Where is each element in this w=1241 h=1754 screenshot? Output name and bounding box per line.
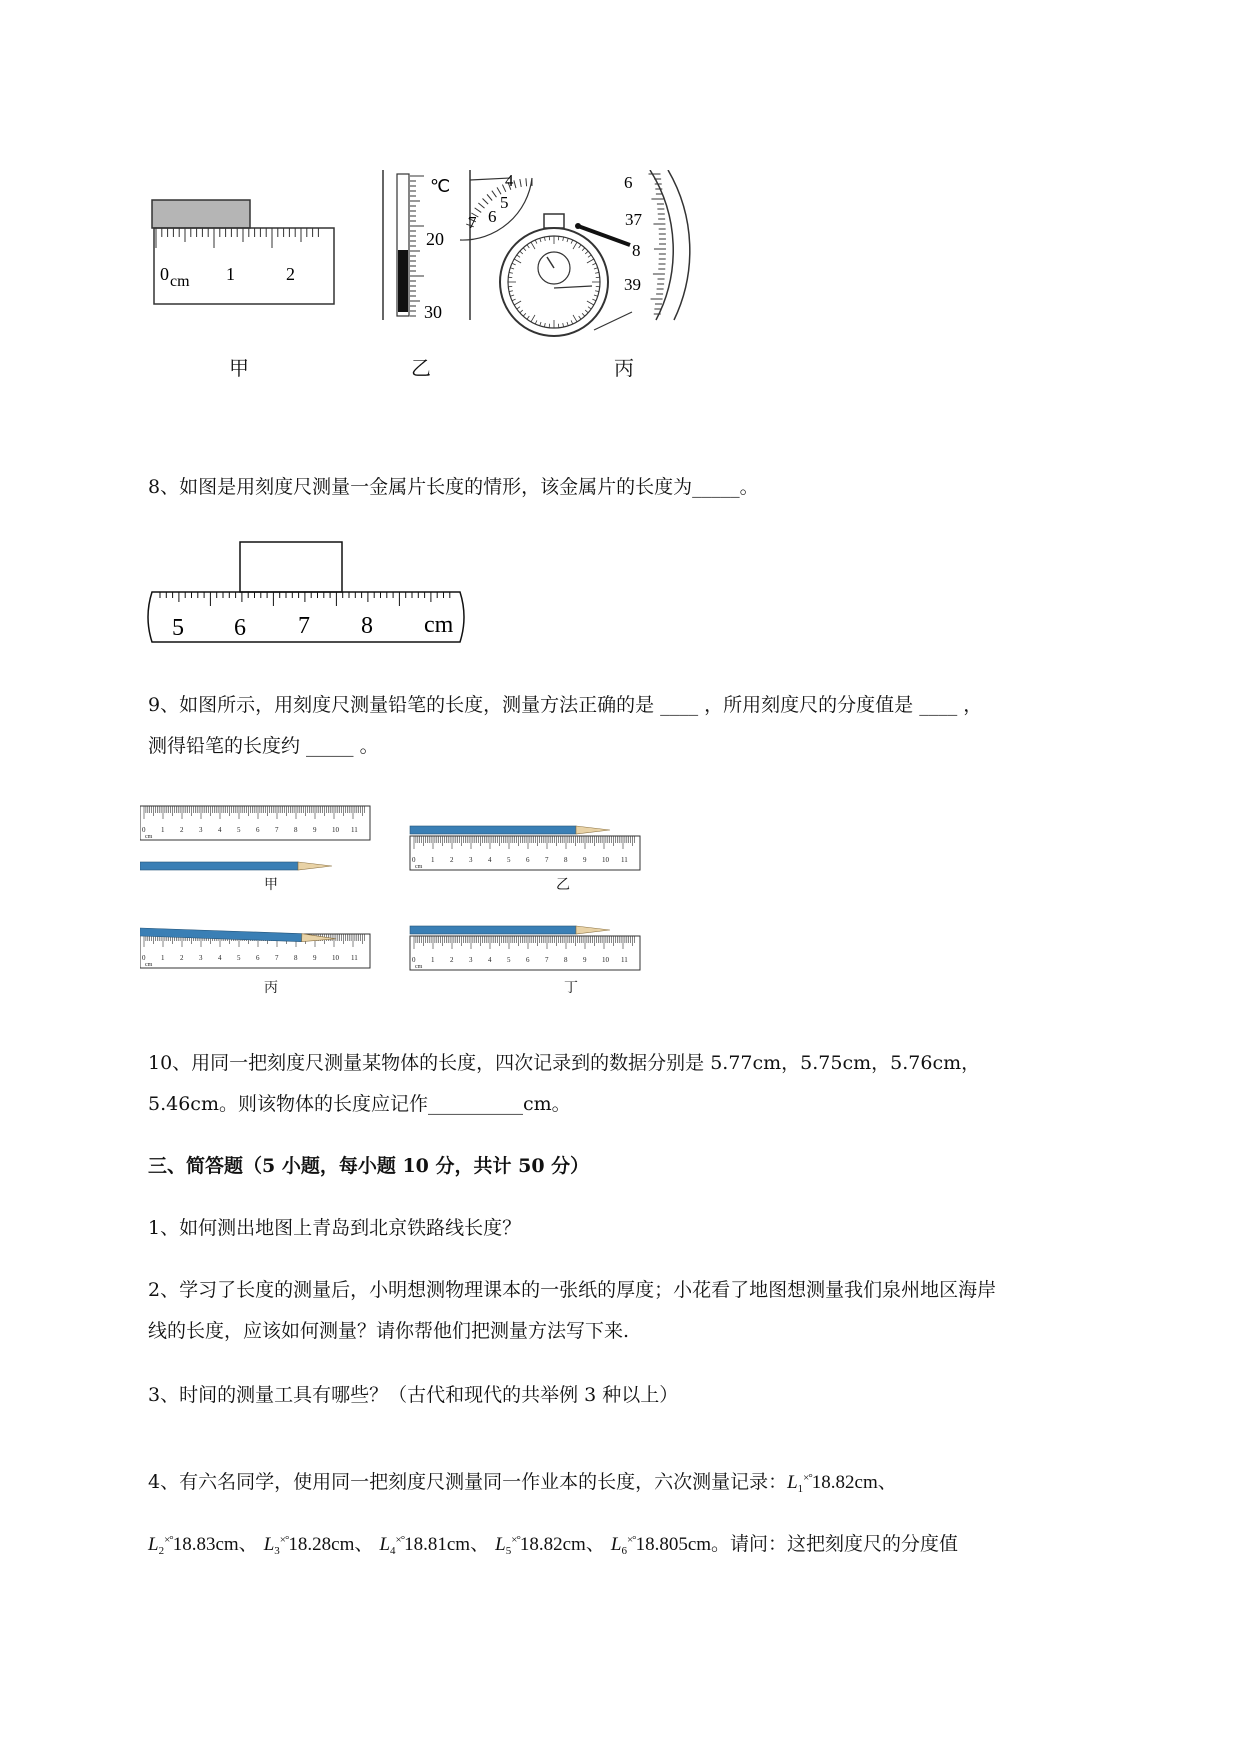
tick-mark <box>527 316 529 319</box>
ruler-number: 0 <box>142 826 146 834</box>
tick-mark <box>579 316 581 319</box>
short-answer-3: 3、时间的测量工具有哪些？（古代和现代的共举例 3 种以上） <box>148 1384 679 1406</box>
tick-mark <box>540 238 541 242</box>
ruler-number: 1 <box>431 956 435 964</box>
tick-mark <box>517 307 520 309</box>
svg-text:39: 39 <box>624 275 641 294</box>
svg-text:cm: cm <box>424 612 454 638</box>
tick-mark <box>544 323 545 327</box>
ruler-number: 6 <box>526 856 530 864</box>
measurement-L1: $L_1^{\times^\circ}18.82cm$ <box>787 1472 878 1495</box>
tick-mark <box>531 242 535 249</box>
ruler-number: 0 <box>142 954 146 962</box>
q9-caption-ding: 丁 <box>564 980 578 996</box>
ruler-number: 2 <box>180 826 184 834</box>
ruler-number: 2 <box>450 956 454 964</box>
ruler-number: 7 <box>275 826 279 834</box>
tick-mark <box>492 191 497 198</box>
tick-mark <box>514 259 521 263</box>
tick-mark <box>592 299 596 301</box>
ruler-number: 5 <box>507 956 511 964</box>
measurement-L6: $L_6^{\times^\circ}18.805cm$ <box>610 1534 712 1557</box>
svg-text:6: 6 <box>624 173 633 192</box>
question-10-line1: 10、用同一把刻度尺测量某物体的长度，四次记录到的数据分别是 5.77cm，5.75cm，5.76cm， <box>148 1052 981 1074</box>
q9-caption-jia: 甲 <box>264 877 278 893</box>
ruler-number: 7 <box>545 856 549 864</box>
tick-mark <box>526 178 527 186</box>
tick-mark <box>535 240 537 244</box>
ruler-number: 4 <box>488 856 492 864</box>
svg-text:6: 6 <box>488 207 497 226</box>
tick-mark <box>487 194 492 200</box>
svg-text:8: 8 <box>632 241 641 260</box>
tick-mark <box>567 238 568 242</box>
ruler-two: 2 <box>286 264 295 284</box>
q9-pencil-figures <box>140 800 720 1000</box>
ruler-number: 1 <box>161 826 165 834</box>
tick-mark <box>527 245 529 248</box>
tick-mark <box>582 248 585 251</box>
q8-ruler-figure <box>142 540 472 650</box>
ruler-number: 9 <box>313 954 317 962</box>
tick-mark <box>563 323 564 327</box>
pencil <box>410 926 610 934</box>
tick-mark <box>544 237 545 241</box>
ruler-zero: 0 <box>160 264 169 284</box>
question-10-line2: 5.46cm。则该物体的长度应记作__________cm。 <box>148 1093 571 1115</box>
tick-mark <box>509 272 513 273</box>
ruler-number: 1 <box>431 856 435 864</box>
tick-mark <box>509 291 513 292</box>
measurement-L5: $L_5^{\times^\circ}18.82cm$ <box>495 1534 586 1557</box>
ruler-number: 8 <box>564 856 568 864</box>
question-9-line2: 测得铅笔的长度约 _____ 。 <box>148 735 379 757</box>
ruler-number: 3 <box>469 856 473 864</box>
tick-mark <box>573 315 577 322</box>
thermo-20: 20 <box>426 229 444 249</box>
tick-mark <box>594 268 598 269</box>
ruler-number: 6 <box>526 956 530 964</box>
svg-text:5: 5 <box>500 193 509 212</box>
tick-mark <box>483 199 489 205</box>
ruler-number: 4 <box>218 954 222 962</box>
ruler-unit: cm <box>415 864 423 870</box>
short-answer-4-line1: 4、有六名同学，使用同一把刻度尺测量同一作业本的长度，六次测量记录：$L_1^{\times^\circ}18.82cm$、 <box>148 1471 897 1495</box>
ruler-number: 11 <box>351 826 358 834</box>
ruler-number: 0 <box>412 956 416 964</box>
short-answer-1: 1、如何测出地图上青岛到北京铁路线长度？ <box>148 1217 522 1239</box>
tick-mark <box>535 320 537 324</box>
short-answer-4-intro: 4、有六名同学，使用同一把刻度尺测量同一作业本的长度，六次测量记录： <box>148 1471 788 1493</box>
svg-text:5: 5 <box>172 615 184 641</box>
tick-mark <box>587 259 594 263</box>
measurement-L2: $L_2^{\times^\circ}18.83cm$ <box>148 1534 239 1557</box>
tick-mark <box>571 320 573 324</box>
ruler-unit: cm <box>415 964 423 970</box>
ruler-number: 10 <box>332 954 339 962</box>
svg-text:7: 7 <box>468 213 477 232</box>
tick-mark <box>567 322 568 326</box>
ruler-number: 4 <box>488 956 492 964</box>
ruler-number: 8 <box>294 954 298 962</box>
q9-caption-yi: 乙 <box>556 877 570 893</box>
caption-jia: 甲 <box>229 356 249 380</box>
tick-mark <box>531 315 535 322</box>
ruler-panel <box>410 936 640 970</box>
svg-text:4: 4 <box>505 171 514 190</box>
stopwatch-figure-bing <box>460 170 690 336</box>
ruler-number: 6 <box>256 826 260 834</box>
celsius-label: ℃ <box>430 176 451 196</box>
tick-mark <box>587 301 594 305</box>
ruler-number: 1 <box>161 954 165 962</box>
tick-mark <box>517 255 520 257</box>
tick-mark <box>520 251 523 254</box>
ruler-number: 8 <box>294 826 298 834</box>
ruler-number: 3 <box>199 826 203 834</box>
tick-mark <box>582 313 585 316</box>
tick-mark <box>585 310 588 313</box>
tick-mark <box>595 272 599 273</box>
ruler-number: 2 <box>450 856 454 864</box>
top-figure <box>140 170 780 370</box>
ruler-number: 11 <box>621 956 628 964</box>
measurement-L3: $L_3^{\times^\circ}18.28cm$ <box>263 1534 355 1557</box>
tick-mark <box>512 299 516 301</box>
ruler-figure-jia <box>152 200 334 304</box>
tick-mark <box>520 179 521 187</box>
ruler-number: 10 <box>602 956 609 964</box>
svg-text:7: 7 <box>298 613 310 639</box>
tick-mark <box>512 263 516 265</box>
ruler-number: 3 <box>199 954 203 962</box>
svg-text:37: 37 <box>625 210 642 229</box>
tick-mark <box>594 295 598 296</box>
pencil <box>410 826 610 834</box>
question-8-text: 8、如图是用刻度尺测量一金属片长度的情形，该金属片的长度为_____。 <box>148 476 759 498</box>
ruler-unit: cm <box>145 962 153 968</box>
ruler-number: 5 <box>237 826 241 834</box>
ruler-number: 9 <box>583 856 587 864</box>
short-answer-4-line2: $L_2^{\times^\circ}18.83cm$、 $L_3^{\times^\circ}18.28cm$、 $L_4^{\times^\circ}18.81cm$、 $L_5^{\times^\circ}18.82cm$、 $L_6^{\times^\circ}18.805cm$。请问：这把刻度尺的分度值 <box>148 1533 959 1557</box>
ruler-number: 9 <box>583 956 587 964</box>
ruler-number: 5 <box>507 856 511 864</box>
tick-mark <box>523 313 526 316</box>
tick-mark <box>571 240 573 244</box>
tick-mark <box>563 237 564 241</box>
tick-mark <box>588 255 591 257</box>
ruler-number: 9 <box>313 826 317 834</box>
svg-text:6: 6 <box>234 615 246 641</box>
tick-mark <box>510 295 514 296</box>
thermometer-figure-yi <box>383 170 470 322</box>
ruler-number: 6 <box>256 954 260 962</box>
tick-mark <box>540 322 541 326</box>
tick-mark <box>579 245 581 248</box>
ruler-panel <box>140 806 370 840</box>
ruler-one: 1 <box>226 264 235 284</box>
pencil <box>140 862 332 870</box>
tick-mark <box>514 301 521 305</box>
ruler-unit: cm <box>145 834 153 840</box>
short-answer-2-line1: 2、学习了长度的测量后，小明想测物理课本的一张纸的厚度；小花看了地图想测量我们泉州地区海岸 <box>148 1279 997 1301</box>
ruler-number: 0 <box>412 856 416 864</box>
tick-mark <box>523 248 526 251</box>
tick-mark <box>514 180 516 188</box>
tick-mark <box>520 310 523 313</box>
tick-mark <box>585 251 588 254</box>
caption-bing: 丙 <box>614 356 634 380</box>
tick-mark <box>592 263 596 265</box>
ruler-number: 10 <box>602 856 609 864</box>
ruler-number: 7 <box>545 956 549 964</box>
ruler-number: 10 <box>332 826 339 834</box>
tick-mark <box>573 242 577 249</box>
ruler-number: 5 <box>237 954 241 962</box>
tick-mark <box>478 203 484 208</box>
ruler-number: 8 <box>564 956 568 964</box>
q9-caption-bing: 丙 <box>264 980 278 996</box>
question-9-line1: 9、如图所示，用刻度尺测量铅笔的长度，测量方法正确的是 ____ ，所用刻度尺的分度值是 ____ ， <box>148 694 983 716</box>
ruler-number: 2 <box>180 954 184 962</box>
thermo-30: 30 <box>424 302 442 322</box>
tick-mark <box>510 268 514 269</box>
tick-mark <box>475 208 482 213</box>
ruler-unit: cm <box>170 273 190 290</box>
ruler-panel <box>410 836 640 870</box>
caption-yi: 乙 <box>411 356 431 380</box>
ruler-number: 3 <box>469 956 473 964</box>
ruler-number: 11 <box>621 856 628 864</box>
tick-mark <box>588 307 591 309</box>
ruler-number: 7 <box>275 954 279 962</box>
ruler-number: 11 <box>351 954 358 962</box>
section-3-title: 三、简答题（5 小题，每小题 10 分，共计 50 分） <box>148 1155 590 1177</box>
short-answer-2-line2: 线的长度，应该如何测量？请你帮他们把测量方法写下来. <box>148 1320 630 1342</box>
ruler-number: 4 <box>218 826 222 834</box>
tick-mark <box>595 291 599 292</box>
svg-text:8: 8 <box>361 613 373 639</box>
measurement-L4: $L_4^{\times^\circ}18.81cm$ <box>379 1534 471 1557</box>
